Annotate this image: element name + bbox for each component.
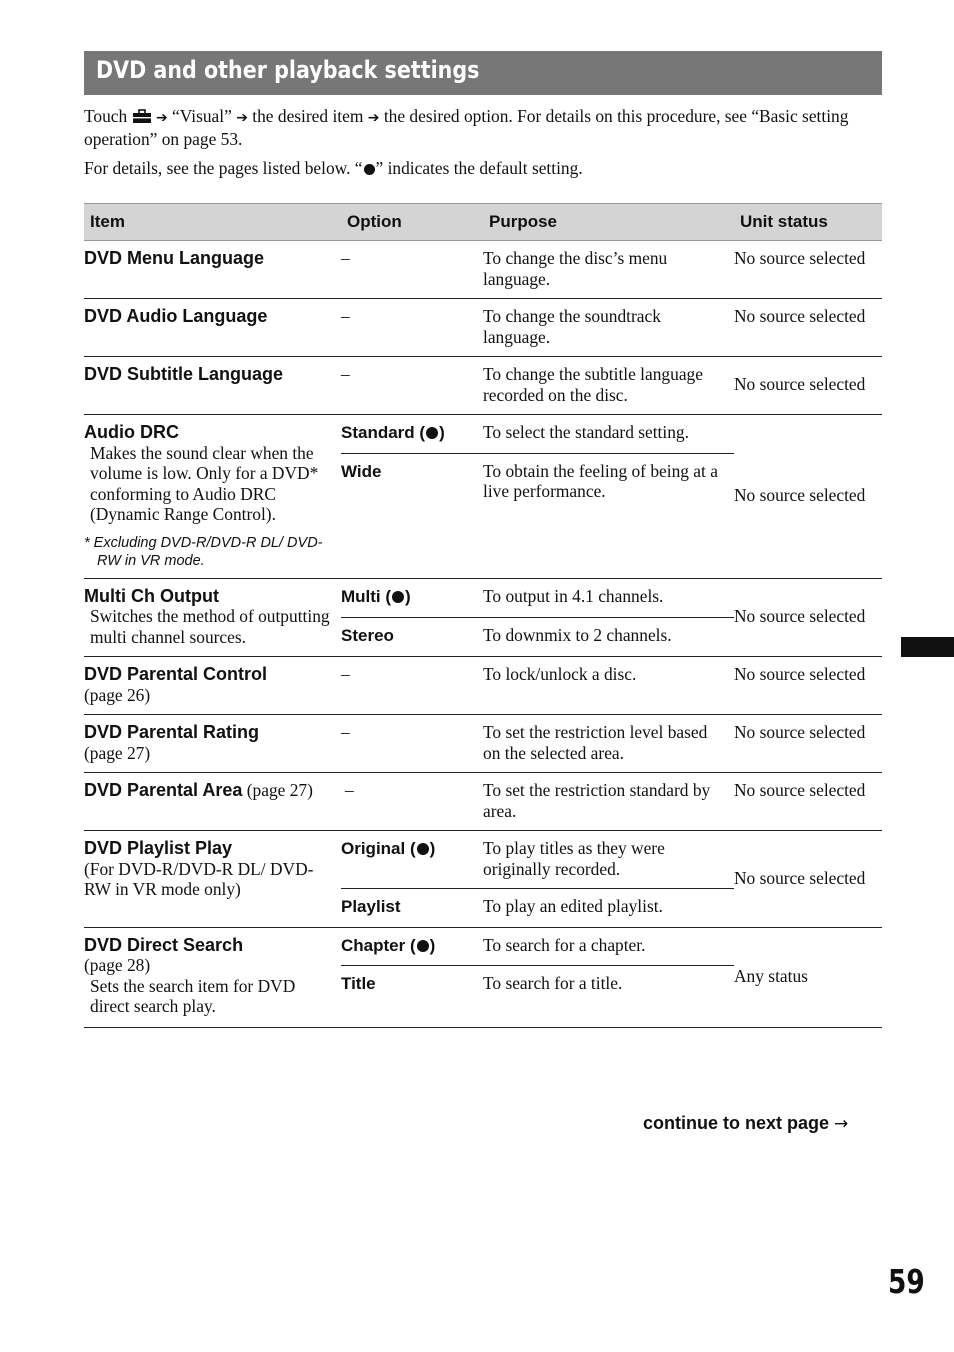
purpose-text: To output in 4.1 channels. [483, 578, 734, 617]
toolbox-icon [132, 109, 152, 124]
item-page-ref: (For DVD-R/DVD-R DL/ DVD-RW in VR mode only) [84, 858, 314, 899]
intro-touch: Touch [84, 106, 128, 126]
unit-status: No source selected [734, 299, 882, 357]
purpose-text: To change the subtitle language recorded on the disc. [483, 357, 734, 415]
option-value: – [341, 248, 350, 268]
default-dot-icon [364, 164, 375, 175]
page-number: 59 [888, 1262, 925, 1301]
table-row [84, 831, 882, 889]
default-dot-icon [417, 843, 429, 855]
purpose-text: To search for a chapter. [483, 927, 734, 966]
default-note-before: For details, see the pages listed below. “ [84, 158, 363, 178]
option-label: Stereo [341, 625, 394, 645]
item-name: Multi Ch Output [84, 585, 219, 606]
item-description: Makes the sound clear when the volume is low. Only for a DVD* conforming to Audio DRC (Dynamic Range Control). [90, 442, 319, 524]
arrow-icon: ➔ [236, 110, 248, 126]
item-description: Sets the search item for DVD direct search play. [90, 975, 296, 1016]
table-row [84, 299, 882, 357]
unit-status: No source selected [734, 831, 882, 928]
purpose-text: To obtain the feeling of being at a live performance. [483, 453, 734, 578]
purpose-text: To select the standard setting. [483, 415, 734, 454]
section-title-banner [84, 51, 882, 95]
option-label-text: Original ( [341, 839, 416, 858]
table-row [84, 927, 882, 966]
option-label-suffix: ) [429, 935, 436, 955]
purpose-text: To search for a title. [483, 966, 734, 1028]
section-tab-marker [901, 637, 954, 657]
option-label-suffix: ) [429, 839, 436, 858]
purpose-text: To set the restriction standard by area. [483, 773, 734, 831]
continue-text: continue to next page [643, 1113, 830, 1133]
purpose-text: To play titles as they were originally recorded. [483, 831, 734, 889]
item-description: Switches the method of outputting multi channel sources. [90, 606, 330, 647]
section-title: DVD and other playback settings [96, 56, 480, 84]
item-name: DVD Parental Control [84, 664, 268, 684]
option-label: Title [341, 974, 376, 993]
purpose-text: To downmix to 2 channels. [483, 617, 734, 656]
item-page-ref: (page 27) [246, 780, 313, 800]
table-row [84, 773, 882, 831]
default-dot-icon [392, 591, 404, 603]
unit-status: No source selected [734, 248, 866, 268]
option-label: Playlist [341, 897, 401, 916]
table-row [84, 578, 882, 617]
option-label [341, 423, 445, 442]
option-label [341, 839, 435, 858]
table-row [84, 657, 882, 715]
arrow-icon: ➔ [367, 110, 380, 126]
item-name: DVD Parental Rating [84, 722, 260, 742]
header-purpose: Purpose [483, 204, 734, 241]
header-item: Item [84, 204, 341, 241]
purpose-text: To change the disc’s menu language. [483, 248, 668, 289]
table-header-row [84, 204, 882, 241]
option-label: Wide [341, 461, 382, 481]
item-name: DVD Playlist Play [84, 838, 233, 858]
option-value: – [341, 657, 483, 715]
default-note [84, 158, 884, 179]
unit-status: No source selected [734, 415, 882, 579]
option-value: – [341, 773, 483, 831]
purpose-text: To change the soundtrack language. [483, 299, 734, 357]
continue-next-page [643, 1113, 848, 1134]
table-row [84, 241, 882, 299]
item-name: DVD Menu Language [84, 248, 265, 268]
arrow-icon: ➔ [155, 110, 168, 126]
intro-desired-item: the desired item [252, 106, 364, 126]
unit-status: No source selected [734, 715, 882, 773]
item-page-ref: (page 28) [84, 955, 151, 975]
option-label-text: Standard ( [341, 423, 426, 442]
item-name: DVD Parental Area [84, 780, 243, 800]
item-page-ref: (page 26) [84, 684, 151, 705]
table-row [84, 357, 882, 415]
option-value: – [341, 299, 483, 357]
purpose-text: To set the restriction level based on the selected area. [483, 715, 734, 773]
table-row [84, 415, 882, 454]
unit-status: No source selected [734, 357, 882, 415]
option-label-suffix: ) [405, 586, 411, 606]
default-dot-icon [426, 427, 438, 439]
option-label-text: Chapter ( [341, 935, 416, 955]
table-row [84, 715, 882, 773]
settings-table [84, 203, 882, 1028]
unit-status: Any status [734, 927, 882, 1028]
default-note-after: ” indicates the default setting. [375, 158, 583, 178]
item-footnote: * Excluding DVD-R/DVD-R DL/ DVD-RW in VR mode. [84, 534, 323, 569]
unit-status: No source selected [734, 657, 882, 715]
purpose-text: To lock/unlock a disc. [483, 657, 734, 715]
intro-paragraph [84, 106, 884, 149]
item-name: DVD Direct Search [84, 934, 244, 955]
purpose-text: To play an edited playlist. [483, 889, 734, 928]
item-page-ref: (page 27) [84, 742, 151, 763]
option-label-suffix: ) [439, 423, 445, 442]
header-option: Option [341, 204, 483, 241]
default-dot-icon [417, 940, 429, 952]
option-value: – [341, 715, 483, 773]
option-label [341, 587, 411, 606]
item-name: DVD Audio Language [84, 306, 268, 326]
option-value: – [341, 357, 483, 415]
header-status: Unit status [734, 204, 882, 241]
intro-visual: “Visual” [172, 106, 232, 126]
item-name: DVD Subtitle Language [84, 364, 284, 384]
option-label [341, 936, 435, 955]
unit-status: No source selected [734, 773, 882, 831]
item-name: Audio DRC [84, 422, 179, 442]
unit-status: No source selected [734, 578, 882, 657]
option-label-text: Multi ( [341, 586, 392, 606]
right-arrow-icon: → [834, 1114, 849, 1134]
intro-desired-option: the desired option. For details on this procedure, see “Basic setting operation” on page 53. [84, 106, 849, 149]
